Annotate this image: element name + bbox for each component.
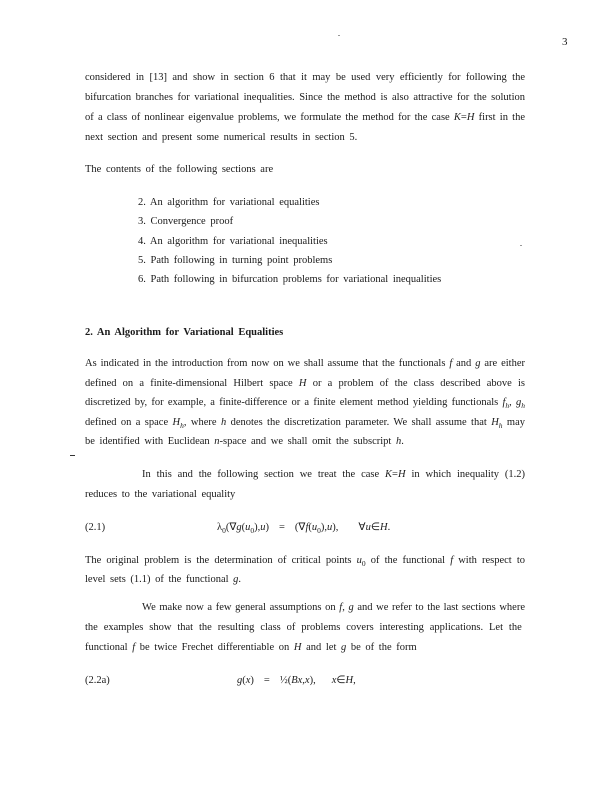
equation-rhs bbox=[295, 521, 338, 538]
math-symbol: u bbox=[311, 522, 318, 533]
scan-speck bbox=[338, 35, 340, 36]
math-symbol: g bbox=[348, 602, 354, 613]
equation-label: (2.2a) bbox=[85, 675, 110, 686]
text-run: = bbox=[460, 112, 467, 123]
math-symbol: u bbox=[260, 522, 266, 533]
equation-2-1 bbox=[85, 521, 525, 535]
text-line bbox=[85, 377, 525, 391]
text-run: ), bbox=[254, 522, 261, 533]
math-symbol: g bbox=[516, 397, 522, 408]
math-symbol: g bbox=[233, 574, 239, 585]
equation-rhs bbox=[280, 674, 316, 688]
math-symbol: x bbox=[245, 675, 251, 686]
text-run: may bbox=[502, 417, 526, 428]
text-run: denotes the discretization parameter. We shall assume that bbox=[226, 417, 492, 428]
scan-mark bbox=[70, 455, 75, 456]
text-run: be identified with Euclidean bbox=[85, 436, 215, 447]
math-symbol: u bbox=[327, 522, 333, 533]
math-symbol: H bbox=[379, 522, 388, 533]
text-run: ( bbox=[241, 522, 246, 533]
text-line bbox=[85, 131, 525, 145]
math-symbol: H bbox=[345, 675, 354, 686]
text-line bbox=[85, 488, 525, 502]
text-run: , bbox=[302, 675, 305, 686]
equation-condition bbox=[358, 521, 390, 535]
contents-item: 2. An algorithm for variational equalities bbox=[138, 197, 320, 208]
text-run: , bbox=[509, 397, 517, 408]
text-run: and we refer to the last sections where bbox=[353, 602, 525, 613]
math-symbol: x bbox=[331, 675, 337, 686]
math-subscript: 0 bbox=[317, 526, 321, 535]
text-line bbox=[85, 435, 525, 449]
contents-item: 3. Convergence proof bbox=[138, 216, 234, 227]
math-subscript: 0 bbox=[222, 526, 226, 535]
math-subscript: h bbox=[498, 421, 503, 430]
page-number: 3 bbox=[562, 36, 568, 48]
text-run: In this and the following section we treat the case bbox=[142, 469, 386, 480]
text-run: or a problem of the class described above is bbox=[306, 378, 525, 389]
text-run: . bbox=[238, 574, 242, 585]
scan-speck bbox=[520, 245, 522, 246]
equation-lhs bbox=[217, 521, 269, 538]
text-line bbox=[142, 601, 525, 615]
math-symbol: H bbox=[397, 469, 406, 480]
text-run: bifurcation branches for variational inequalities. Since the method is also attractive for the solution bbox=[85, 92, 525, 103]
math-symbol: K bbox=[453, 112, 461, 123]
text-run: . bbox=[387, 522, 391, 533]
text-run: , bbox=[353, 675, 356, 686]
text-run: and let bbox=[301, 642, 341, 653]
text-run: ∀ bbox=[358, 522, 366, 533]
math-subscript: h bbox=[180, 421, 184, 430]
text-run: are either bbox=[480, 358, 525, 369]
text-run: -space and we shall omit the subscript bbox=[219, 436, 396, 447]
contents-item: 6. Path following in bifurcation problems for variational inequalities bbox=[138, 274, 442, 285]
text-run: ) bbox=[265, 522, 269, 533]
text-run: ∈ bbox=[370, 522, 380, 533]
text-run: ( bbox=[242, 675, 246, 686]
text-run: considered in [13] and show in section 6 that it may be used very efficiently for following the bbox=[85, 72, 525, 83]
math-subscript: 0 bbox=[361, 559, 366, 568]
text-run: be of the form bbox=[346, 642, 417, 653]
text-run: of a class of nonlinear eigenvalue problems, we formulate the method for the case bbox=[85, 112, 454, 123]
math-subscript: 0 bbox=[250, 526, 255, 535]
text-run: ( bbox=[308, 522, 312, 533]
math-symbol: H bbox=[293, 642, 302, 653]
text-line bbox=[85, 91, 525, 105]
math-symbol: u bbox=[356, 555, 362, 566]
text-run: the examples show that the resulting class of problems covers interesting applications. Let the bbox=[85, 622, 522, 633]
text-run: with respect to bbox=[453, 555, 525, 566]
text-line bbox=[85, 416, 525, 430]
math-symbol: g bbox=[341, 642, 347, 653]
math-subscript: h bbox=[505, 401, 510, 410]
text-run: ) bbox=[250, 675, 254, 686]
text-run: defined on a finite-dimensional Hilbert space bbox=[85, 378, 299, 389]
math-symbol: f bbox=[450, 555, 454, 566]
math-symbol: g bbox=[236, 522, 242, 533]
math-symbol: u bbox=[365, 522, 371, 533]
text-run: and bbox=[452, 358, 476, 369]
math-symbol: f bbox=[449, 358, 453, 369]
math-symbol: f bbox=[305, 522, 309, 533]
text-run: next section and present some numerical results in section 5. bbox=[85, 132, 358, 143]
text-run: As indicated in the introduction from now on we shall assume that the functionals bbox=[85, 358, 450, 369]
text-run: in which inequality (1.2) bbox=[405, 469, 525, 480]
math-subscript: h bbox=[521, 401, 526, 410]
equation-2-2a bbox=[85, 674, 525, 688]
math-symbol: x bbox=[304, 675, 310, 686]
math-symbol: f bbox=[502, 397, 506, 408]
text-run: reduces to the variational equality bbox=[85, 489, 236, 500]
text-run: defined on a space bbox=[85, 417, 173, 428]
equation-equals: = bbox=[279, 522, 285, 533]
equation-equals: = bbox=[263, 675, 270, 686]
text-line bbox=[85, 396, 525, 410]
math-symbol: H bbox=[491, 417, 499, 428]
equation-label: (2.1) bbox=[85, 522, 106, 533]
text-line bbox=[142, 468, 525, 482]
math-symbol: H bbox=[298, 378, 307, 389]
text-run: ), bbox=[332, 522, 339, 533]
text-line bbox=[85, 357, 525, 371]
text-line bbox=[85, 641, 525, 655]
text-line bbox=[85, 621, 525, 635]
math-symbol: h bbox=[395, 436, 402, 447]
contents-intro: The contents of the following sections are bbox=[85, 164, 274, 175]
text-line bbox=[85, 71, 525, 85]
text-run: ), bbox=[320, 522, 327, 533]
text-run: ∈ bbox=[336, 675, 346, 686]
math-symbol: H bbox=[466, 112, 475, 123]
math-symbol: K bbox=[385, 469, 393, 480]
text-run: , where bbox=[183, 417, 221, 428]
text-line bbox=[85, 573, 525, 587]
text-line bbox=[85, 554, 525, 568]
text-run: We make now a few general assumptions on bbox=[142, 602, 340, 613]
text-run: ), bbox=[309, 675, 316, 686]
contents-item: 5. Path following in turning point problems bbox=[138, 255, 333, 266]
text-line bbox=[85, 111, 525, 125]
text-run: = bbox=[392, 469, 398, 480]
text-run: . bbox=[401, 436, 404, 447]
equation-condition bbox=[332, 674, 356, 688]
text-run: of the functional bbox=[365, 555, 451, 566]
text-run: first in the bbox=[474, 112, 525, 123]
text-run: ½( bbox=[279, 675, 292, 686]
math-symbol: f bbox=[339, 602, 343, 613]
math-symbol: h bbox=[220, 417, 227, 428]
math-symbol: u bbox=[245, 522, 251, 533]
text-run: (∇ bbox=[294, 522, 306, 533]
math-symbol: g bbox=[475, 358, 481, 369]
math-symbol: n bbox=[214, 436, 220, 447]
text-run: be twice Frechet differentiable on bbox=[135, 642, 294, 653]
contents-item: 4. An algorithm for variational inequalities bbox=[138, 236, 328, 247]
text-run: discretized by, for example, a finite-difference or a finite element method yielding functionals bbox=[85, 397, 503, 408]
text-run: level sets (1.1) of the functional bbox=[85, 574, 234, 585]
text-run: λ bbox=[217, 522, 223, 533]
text-run: The original problem is the determination of critical points bbox=[85, 555, 357, 566]
math-symbol: H bbox=[172, 417, 181, 428]
math-symbol: g bbox=[237, 675, 243, 686]
equation-lhs bbox=[237, 674, 254, 688]
section-heading: 2. An Algorithm for Variational Equalities bbox=[85, 327, 284, 338]
text-run: , bbox=[342, 602, 349, 613]
text-run: functional bbox=[85, 642, 133, 653]
text-run: (∇ bbox=[225, 522, 237, 533]
math-symbol: f bbox=[132, 642, 136, 653]
math-symbol: Bx bbox=[291, 675, 303, 686]
